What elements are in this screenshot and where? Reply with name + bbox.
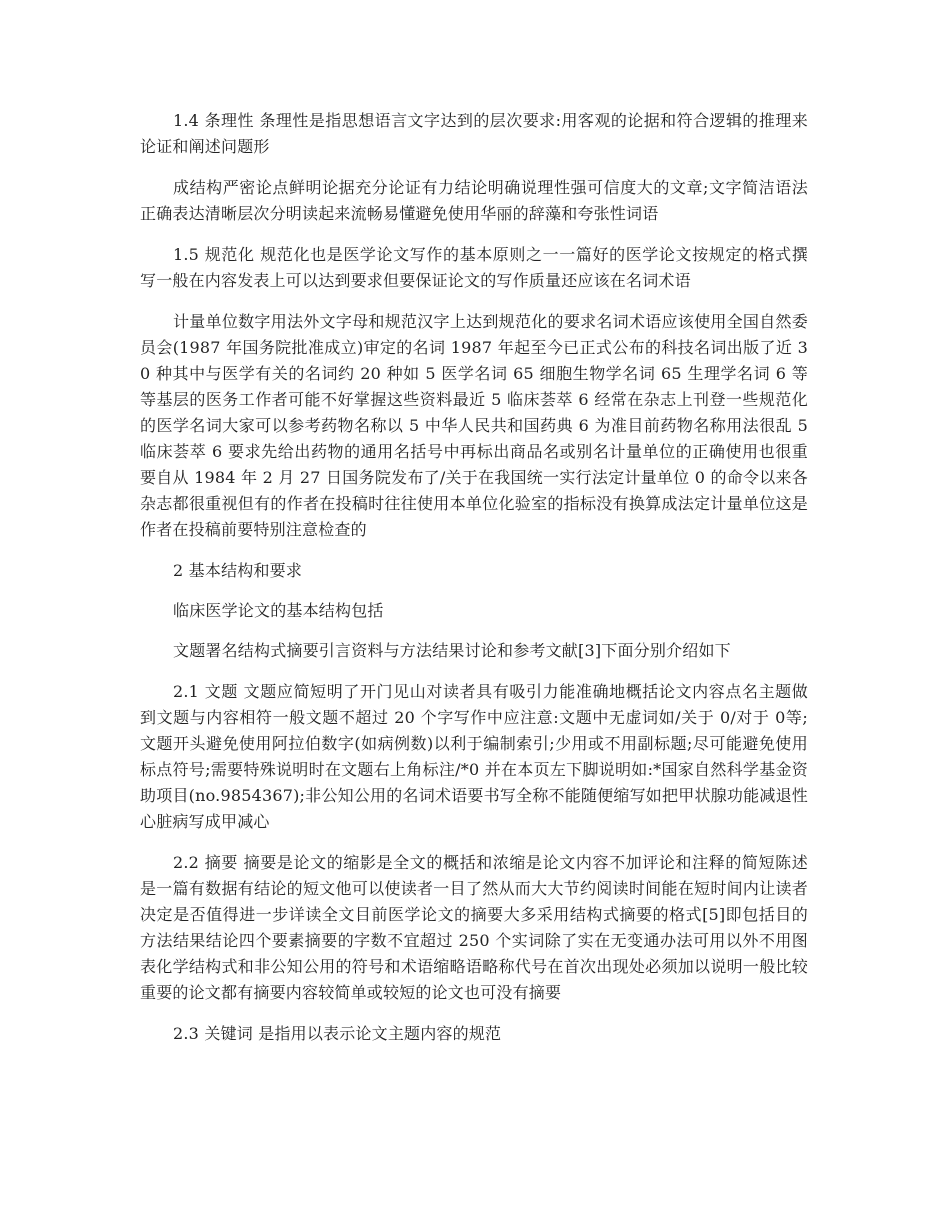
paragraph-2-3-keywords: 2.3 关键词 是指用以表示论文主题内容的规范	[173, 1024, 502, 1043]
paragraph-units-terminology: 计量单位数字用法外文字母和规范汉字上达到规范化的要求名词术语应该使用全国自然委员会(1987 年国务院批准成立)审定的名词 1987 年起至今已正式公布的科技名词出版了近 30 种其中与医学有关的名词约 20 种如 5 医学名词 65 细胞生物学名词 65 生理学名词 6 等等基层的医务工作者可能不好掌握这些资料最近 5 临床荟萃 6 经常在杂志上刊登一些规范化的医学名词大家可以参考药物名称以 5 中华人民共和国药典 6 为准目前药物名称用法很乱 5 临床荟萃 6 要求先给出药物的通用名括号中再标出商品名或别名计量单位的正确使用也很重要自从 1984 年 2 月 27 日国务院发布了/关于在我国统一实行法定计量单位 0 的命令以来各杂志都很重视但有的作者在投稿时往往使用本单位化验室的指标没有换算成法定计量单位这是作者在投稿前要特别注意检查的	[140, 312, 808, 539]
paragraph-2-2-abstract: 2.2 摘要 摘要是论文的缩影是全文的概括和浓缩是论文内容不加评论和注释的简短陈述是一篇有数据有结论的短文他可以使读者一目了然从而大大节约阅读时间能在短时间内让读者决定是否值得进一步详读全文目前医学论文的摘要大多采用结构式摘要的格式[5]即包括目的方法结果结论四个要素摘要的字数不宜超过 250 个实词除了实在无变通办法可用以外不用图表化学结构式和非公知公用的符号和术语缩略语略称代号在首次出现处必须加以说明一般比较重要的论文都有摘要内容较简单或较短的论文也可没有摘要	[140, 853, 808, 1002]
section-heading-2: 2 基本结构和要求	[173, 561, 303, 580]
paragraph-organization-continued: 成结构严密论点鲜明论据充分论证有力结论明确说理性强可信度大的文章;文字简洁语法正确表达清晰层次分明读起来流畅易懂避免使用华丽的辞藻和夸张性词语	[140, 178, 808, 223]
paragraph-2-1-title: 2.1 文题 文题应简短明了开门见山对读者具有吸引力能准确地概括论文内容点名主题做到文题与内容相符一般文题不超过 20 个字写作中应注意:文题中无虚词如/关于 0/对于 0等;文题开头避免使用阿拉伯数字(如病例数)以利于编制索引;少用或不用副标题;尽可能避免使用标点符号;需要特殊说明时在文题右上角标注/*0 并在本页左下脚说明如:*国家自然科学基金资助项目(no.9854367);非公知公用的名词术语要书写全称不能随便缩写如把甲状腺功能减退性心脏病写成甲减心	[140, 682, 808, 831]
paragraph-basic-structure-intro: 临床医学论文的基本结构包括	[173, 601, 384, 620]
paragraph-structure-list: 文题署名结构式摘要引言资料与方法结果讨论和参考文献[3]下面分别介绍如下	[173, 641, 731, 660]
paragraph-1-4-organization: 1.4 条理性 条理性是指思想语言文字达到的层次要求:用客观的论据和符合逻辑的推理来论证和阐述问题形	[140, 111, 808, 156]
paragraph-1-5-standardization: 1.5 规范化 规范化也是医学论文写作的基本原则之一一篇好的医学论文按规定的格式撰写一般在内容发表上可以达到要求但要保证论文的写作质量还应该在名词术语	[140, 245, 808, 290]
document-page	[140, 108, 808, 1062]
